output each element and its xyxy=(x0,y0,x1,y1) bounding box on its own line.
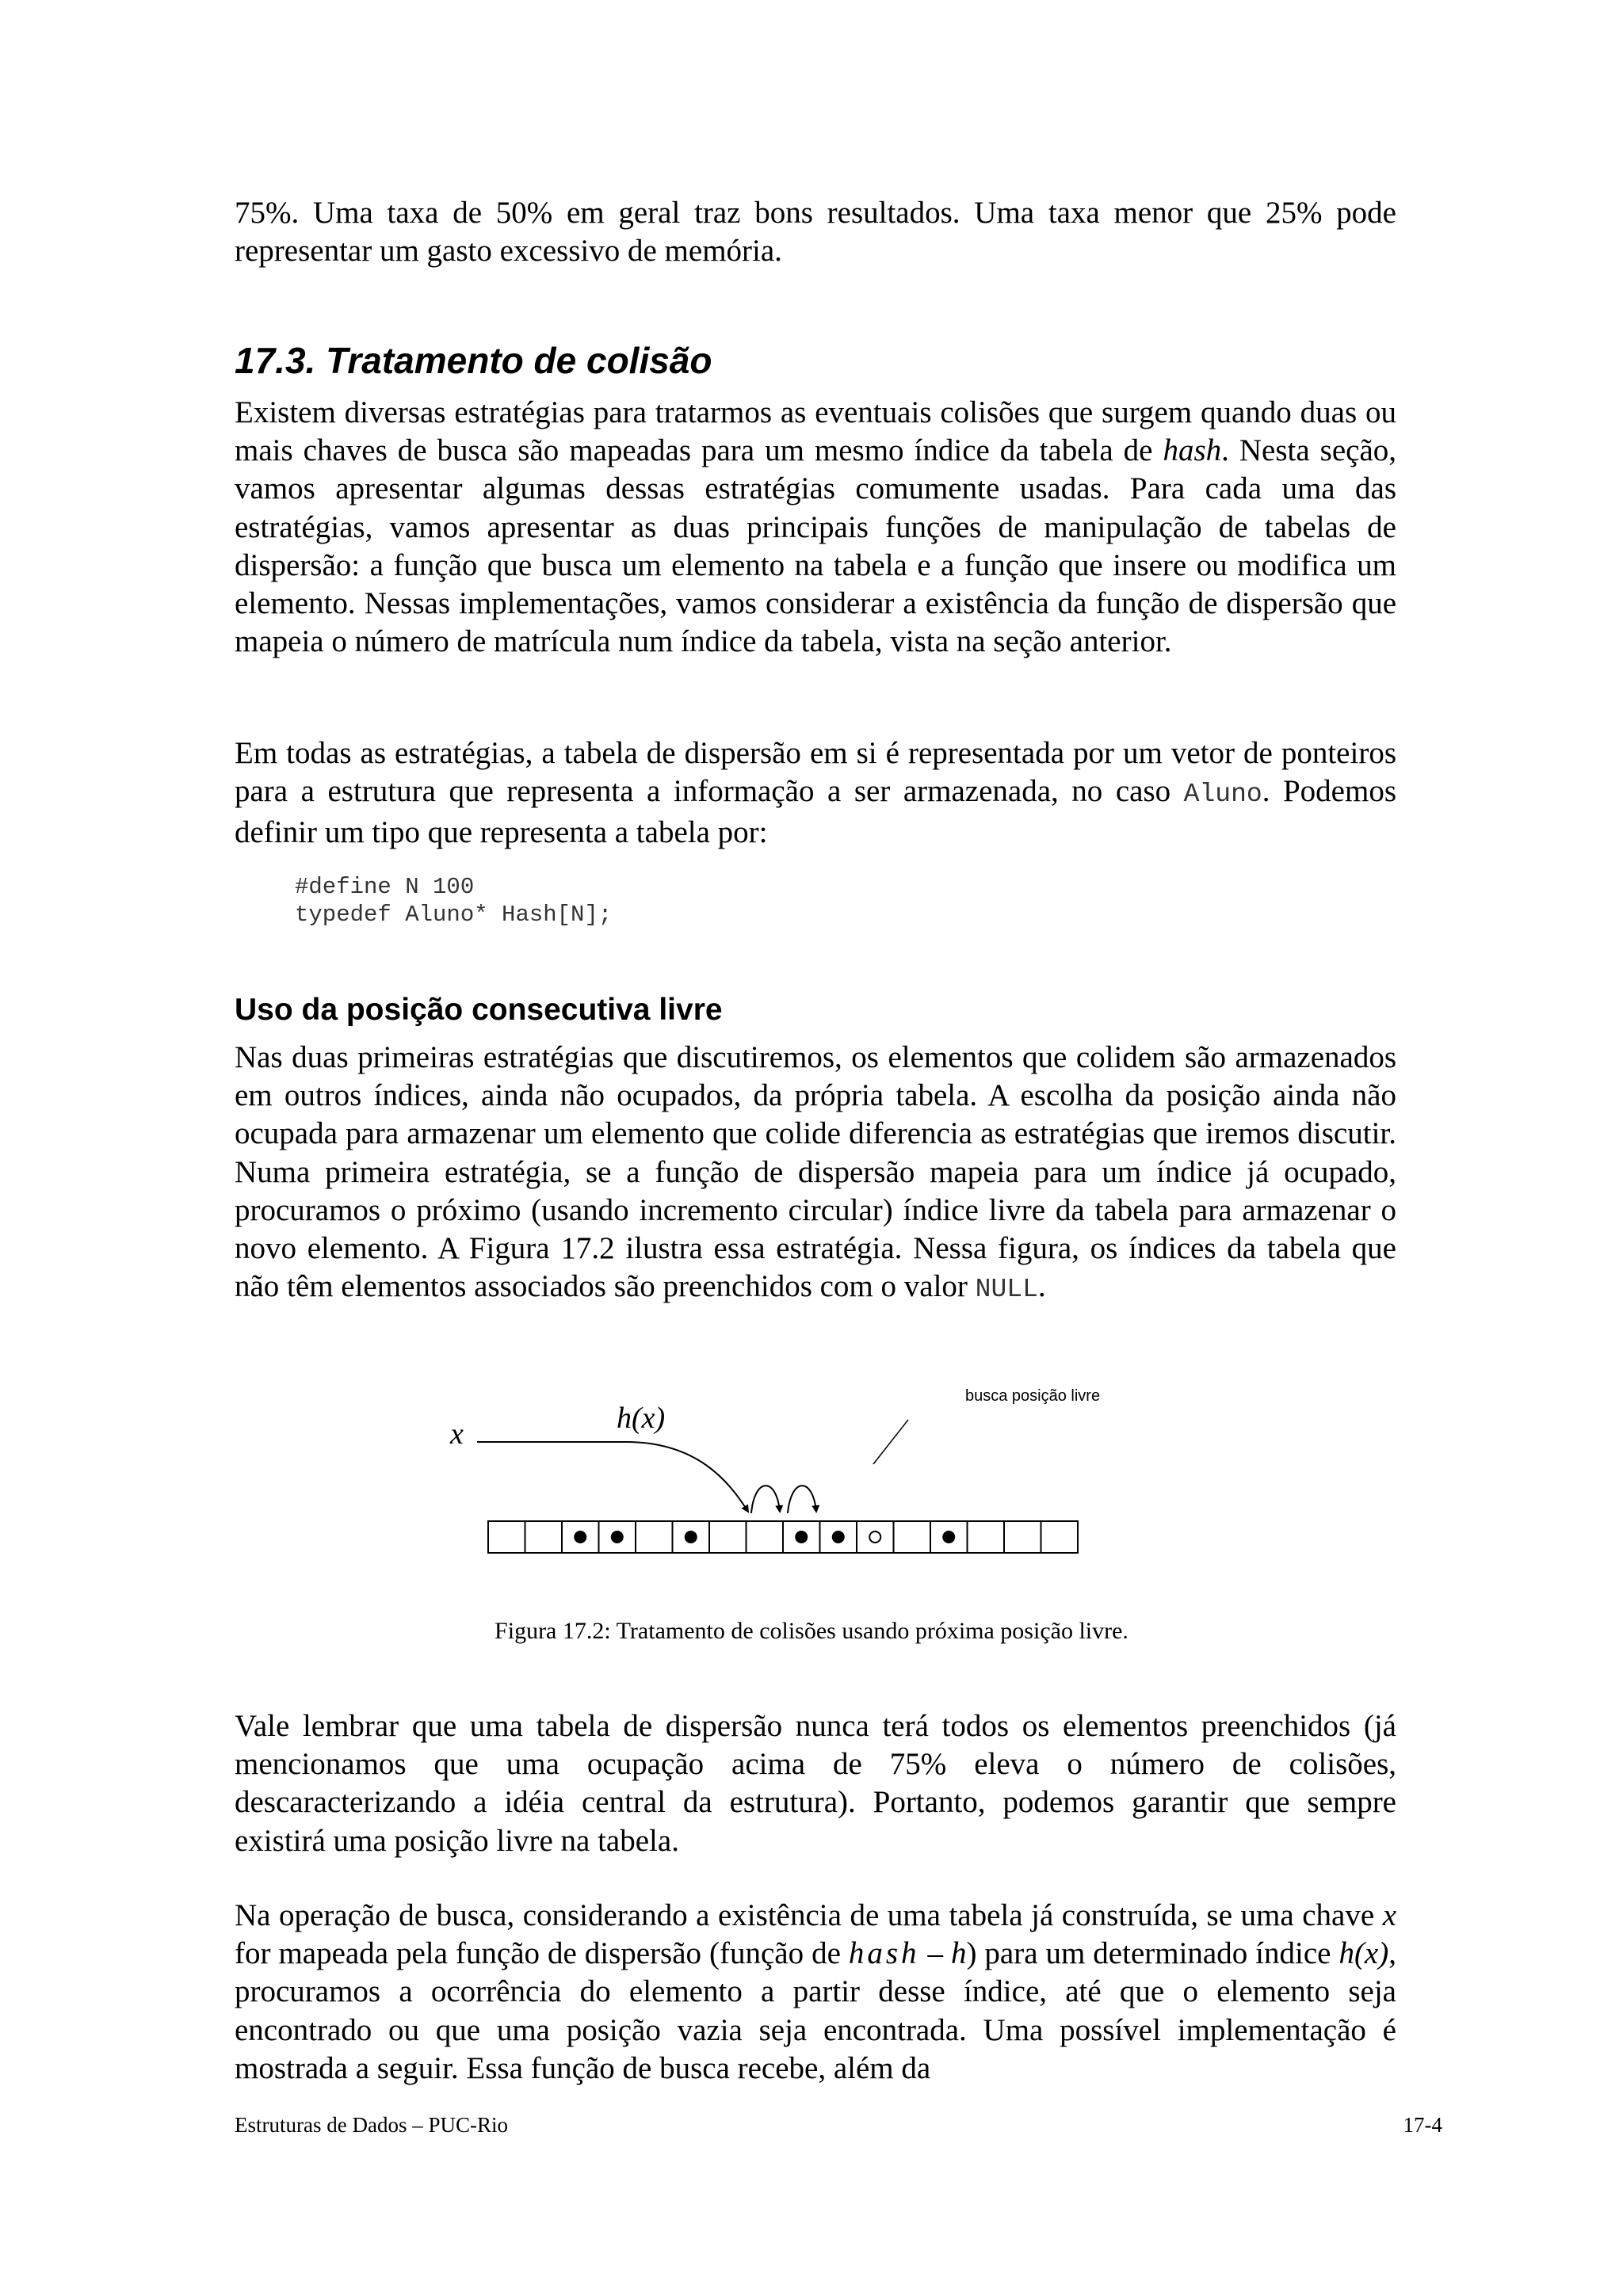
code-block xyxy=(295,873,612,929)
table-cell xyxy=(525,1521,563,1553)
hash-table-diagram xyxy=(428,1379,1125,1561)
page-number: 17-4 xyxy=(1403,2113,1442,2137)
paragraph-free-position: Vale lembrar que uma tabela de dispersão nunca terá todos os elementos preenchidos (já mencionamos que uma ocupação acima de 75% eleva o número de colisões, descaracterizando a idéia central da estrutura). Portanto, podemos garantir que sempre existirá uma posição livre na tabela. xyxy=(235,1709,1396,1858)
table-cell xyxy=(1041,1521,1079,1553)
paragraph-intro: Existem diversas estratégias para tratarmos as eventuais colisões que surgem quando duas ou mais chaves de busca são mapeadas para um mesmo índice da tabela de hash. Nesta seção, vamos apresentar algumas dessas estratégias comumente usadas. Para cada uma das estratégias, vamos apresentar as duas principais funções de manipulação de tabelas de dispersão: a função que busca um elemento na tabela e a função que insere ou modifica um elemento. Nessas implementações, vamos considerar a existência da função de dispersão que mapeia o número de matrícula num índice da tabela, vista na seção anterior. xyxy=(235,395,1397,659)
figure-caption: Figura 17.2: Tratamento de colisões usando próxima posição livre. xyxy=(495,1618,1128,1644)
probe-arrow-2 xyxy=(788,1486,816,1513)
table-cell xyxy=(968,1521,1005,1553)
label-search-free-position: busca posição livre xyxy=(965,1387,1101,1405)
label-x: x xyxy=(450,1417,464,1451)
table-cell xyxy=(1004,1521,1041,1553)
hash-term: hash xyxy=(1163,433,1222,468)
table-cell xyxy=(747,1521,784,1553)
code-line: typedef Aluno* Hash[N]; xyxy=(295,902,613,928)
hash-table-cells xyxy=(488,1521,1078,1553)
paragraph-linear-probing: Nas duas primeiras estratégias que discutiremos, os elementos que colidem são armazenados em outros índices, ainda não ocupados, da própria tabela. A escolha da posição ainda não ocupada para armazenar um elemento que colide diferencia as estratégias que iremos discutir. Numa primeira estratégia, se a função de dispersão mapeia para um índice já ocupado, procuramos o próximo (usando incremento circular) índice livre da tabela para armazenar o novo elemento. A Figura 17.2 ilustra essa estratégia. Nessa figura, os índices da tabela que não têm elementos associados são preenchidos com o valor NULL. xyxy=(235,1040,1396,1305)
paragraph-table-type: Em todas as estratégias, a tabela de dispersão em si é representada por um vetor de ponteiros para a estrutura que representa a informação a ser armazenada, no caso Aluno. Podemos definir um tipo que representa a tabela por: xyxy=(235,736,1396,850)
new-element-marker xyxy=(869,1531,880,1543)
table-cell xyxy=(894,1521,931,1553)
inline-code-null: NULL xyxy=(975,1275,1038,1305)
table-cell xyxy=(636,1521,673,1553)
occupied-marker xyxy=(685,1531,697,1543)
figure-17-2 xyxy=(428,1379,1125,1561)
hash-arrow xyxy=(477,1442,748,1512)
table-cell xyxy=(488,1521,525,1553)
probe-arrow-1 xyxy=(751,1486,780,1513)
occupied-marker xyxy=(943,1531,954,1543)
occupied-marker xyxy=(833,1531,844,1543)
paragraph-search-operation: Na operação de busca, considerando a existência de uma tabela já construída, se uma chave x for mapeada pela função de dispersão (função de hash – h) para um determinado índice h(x), procuramos a ocorrência do elemento a partir desse índice, até que o elemento seja encontrado ou que uma posição vazia seja encontrada. Uma possível implementação é mostrada a seguir. Essa função de busca recebe, além da xyxy=(235,1898,1396,2085)
occupied-marker xyxy=(575,1531,586,1543)
paragraph-load-factor: 75%. Uma taxa de 50% em geral traz bons resultados. Uma taxa menor que 25% pode representar um gasto excessivo de memória. xyxy=(235,196,1396,269)
footer-title: Estruturas de Dados – PUC-Rio xyxy=(235,2113,508,2137)
inline-code-aluno: Aluno xyxy=(1183,780,1262,810)
table-cell xyxy=(709,1521,747,1553)
occupied-marker xyxy=(612,1531,623,1543)
occupied-marker xyxy=(796,1531,807,1543)
code-line: #define N 100 xyxy=(295,874,475,900)
section-heading: 17.3. Tratamento de colisão xyxy=(235,340,712,381)
subsection-heading: Uso da posição consecutiva livre xyxy=(235,993,723,1027)
label-hx: h(x) xyxy=(617,1402,666,1435)
search-pointer-line xyxy=(873,1420,908,1464)
